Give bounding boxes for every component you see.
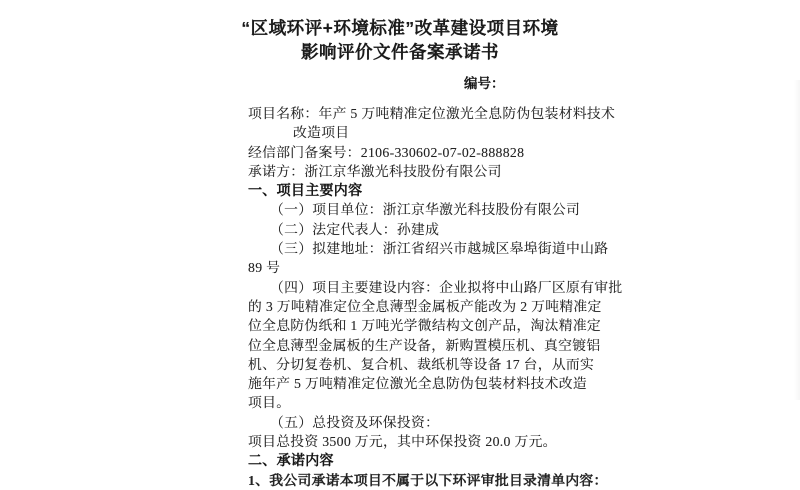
document-body [248,104,658,490]
item-4-construction-content-line-6: 施年产 5 万吨精准定位激光全息防伪包装材料技术改造 [248,376,587,392]
item-4-construction-content-line-4: 位全息薄型金属板的生产设备，新购置模压机、真空镀铝 [248,337,601,353]
record-number-line: 经信部门备案号：2106-330602-07-02-888828 [248,144,525,160]
project-name-line-1: 项目名称：年产 5 万吨精准定位激光全息防伪包装材料技术 [248,106,616,121]
item-4-construction-content-line-2: 的 3 万吨精准定位全息薄型金属板产能改为 2 万吨精准定 [248,298,602,314]
item-5-investment-heading: （五）总投资及环保投资： [270,414,440,430]
document-title-line-2: 影响评价文件备案承诺书 [301,42,499,62]
section-2-heading: 二、承诺内容 [248,452,334,469]
item-3-address-line-1: （三）拟建地址：浙江省绍兴市越城区皋埠街道中山路 [270,241,609,257]
promisor-line: 承诺方：浙江京华激光科技股份有限公司 [248,163,502,179]
item-4-construction-content-line-7: 项目。 [248,395,291,411]
item-4-construction-content-line-5: 机、分切复卷机、复合机、裁纸机等设备 17 台，从而实 [248,356,595,372]
scan-artifact [794,80,800,400]
document-number-label: 编号： [464,76,505,91]
document-title-line-1: “区域环评+环境标准”改革建设项目环境 [241,18,559,38]
item-2-legal-representative: （二）法定代表人：孙建成 [270,221,440,237]
project-name-line-2: 改造项目 [293,125,350,141]
item-3-address-line-2: 89 号 [248,260,281,276]
document-title [0,16,800,64]
item-4-construction-content-line-1: （四）项目主要建设内容：企业拟将中山路厂区原有审批 [270,279,623,295]
section-1-heading: 一、项目主要内容 [248,182,363,199]
commitment-item-1-line: 1、我公司承诺本项目不属于以下环评审批目录清单内容： [248,472,608,488]
investment-detail-line: 项目总投资 3500 万元，其中环保投资 20.0 万元。 [248,434,557,450]
item-1-project-unit: （一）项目单位：浙江京华激光科技股份有限公司 [270,202,581,218]
item-4-construction-content-line-3: 位全息防伪纸和 1 万吨光学微结构文创产品，淘汰精准定 [248,318,602,334]
